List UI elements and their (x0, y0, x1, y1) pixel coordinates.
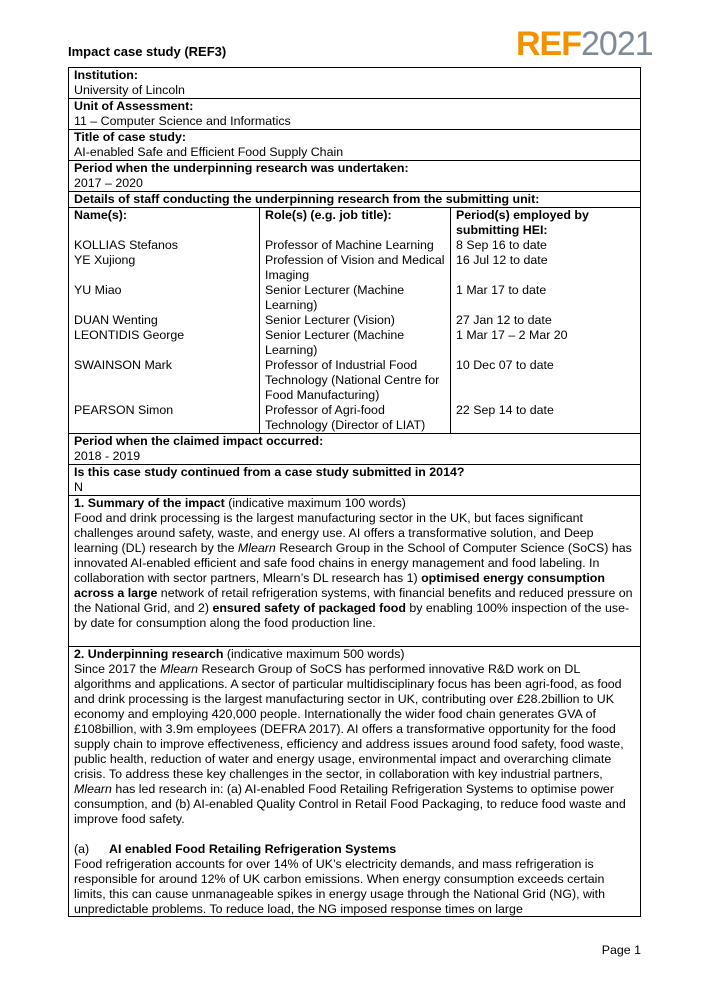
impact-period-label: Period when the claimed impact occurred: (74, 434, 324, 448)
unit-label: Unit of Assessment: (74, 99, 194, 113)
research-heading-line (74, 647, 635, 662)
staff-row (69, 403, 640, 433)
staff-role: Senior Lecturer (Machine Learning) (260, 328, 451, 358)
staff-row (69, 328, 640, 358)
staff-row (69, 358, 640, 403)
staff-name: LEONTIDIS George (74, 328, 185, 342)
impact-period-value: 2018 - 2019 (74, 449, 141, 463)
staff-role: Professor of Industrial Food Technology (National Centre for Food Manufacturing) (260, 358, 451, 403)
staff-period: 10 Dec 07 to date (456, 358, 554, 372)
page-number: Page 1 (601, 943, 641, 957)
research-hint: (indicative maximum 500 words) (223, 647, 405, 661)
staff-period: 8 Sep 16 to date (456, 238, 547, 252)
staff-role: Senior Lecturer (Vision) (260, 313, 451, 328)
summary-bold: optimised energy consumption across a large (74, 571, 605, 600)
staff-label-section (69, 192, 640, 208)
institution-section (69, 67, 640, 99)
research-period-label: Period when the underpinning research was undertaken: (74, 161, 409, 175)
staff-header-role: Role(s) (e.g. job title): (260, 208, 451, 238)
research-text: Since 2017 the (74, 662, 161, 676)
summary-text: Research Group in the School of Computer Science (SoCS) has innovated AI-enabled efficient and safe food chains in energy management and food labeling. In collaboration with sector partners, Mlearn’s DL research has 1) (74, 541, 632, 585)
staff-table (69, 208, 640, 433)
research-emphasis: Mlearn (160, 662, 198, 676)
staff-section (69, 208, 640, 434)
research-subheading: AI enabled Food Retailing Refrigeration Systems (109, 842, 397, 856)
doc-header-title: Impact case study (REF3) (68, 44, 227, 59)
institution-label: Institution: (74, 68, 138, 82)
staff-role: Professor of Machine Learning (260, 238, 451, 253)
staff-name: YU Miao (74, 283, 122, 297)
staff-name: DUAN Wenting (74, 313, 158, 327)
staff-role: Senior Lecturer (Machine Learning) (260, 283, 451, 313)
title-value: AI-enabled Safe and Efficient Food Supply Chain (74, 145, 344, 159)
research-heading: 2. Underpinning research (74, 647, 224, 661)
research-text: has led research in: (a) AI-enabled Food Retailing Refrigeration Systems to optimise power consumption, and (b) AI-enabled Quality Control in Retail Food Packaging, to reduce food waste and improve food safety. (74, 782, 626, 826)
research-text: Research Group of SoCS has performed innovative R&D work on DL algorithms and applications. A sector of particular multidisciplinary focus has been agri-food, as food and drink processing is the largest manufacturing sector in UK, contributing over £28.2billion to UK economy and employing 420,000 people. Internationally the wider food chain generates GVA of £108billion, with 3.9m employees (DEFRA 2017). AI offers a transformative opportunity for the food supply chain to improve effectiveness, efficiency and address issues around food safety, food waste, public health, reduction of water and energy usage, environmental impact and overarching climate crisis. To address these key challenges in the sector, in collaboration with key industrial partners, (74, 662, 624, 781)
unit-section (69, 99, 640, 130)
staff-name: YE Xujiong (74, 253, 136, 267)
staff-name: SWAINSON Mark (74, 358, 172, 372)
research-period-value: 2017 – 2020 (74, 176, 143, 190)
research-emphasis: Mlearn (74, 782, 112, 796)
staff-period: 16 Jul 12 to date (456, 253, 548, 267)
summary-emphasis: Mlearn (237, 541, 276, 555)
staff-name: PEARSON Simon (74, 403, 174, 417)
staff-row (69, 253, 640, 283)
staff-header-period: Period(s) employed by submitting HEI: (456, 208, 589, 237)
case-study-form (68, 67, 641, 917)
summary-heading: 1. Summary of the impact (74, 496, 225, 510)
research-body (74, 662, 635, 827)
unit-value: 11 – Computer Science and Informatics (74, 114, 291, 128)
summary-hint: (indicative maximum 100 words) (224, 496, 406, 510)
summary-section (69, 496, 640, 647)
summary-text: by enabling 100% inspection of the use-by date for consumption along the food production line. (74, 601, 630, 630)
continued-label: Is this case study continued from a case study submitted in 2014? (74, 465, 465, 479)
staff-period: 1 Mar 17 to date (456, 283, 547, 297)
staff-header-name: Name(s): (74, 208, 128, 222)
staff-name: KOLLIAS Stefanos (74, 238, 179, 252)
staff-row (69, 313, 640, 328)
research-section (69, 647, 640, 917)
summary-bold: ensured safety of packaged food (212, 601, 406, 615)
logo-year-text: 2021 (581, 25, 653, 63)
summary-text: network of retail refrigeration systems, with financial benefits and reduced pressure on the National Grid, and 2) (74, 586, 633, 615)
staff-role: Profession of Vision and Medical Imaging (260, 253, 451, 283)
staff-row (69, 238, 640, 253)
staff-period: 1 Mar 17 – 2 Mar 20 (456, 328, 568, 342)
staff-label: Details of staff conducting the underpinning research from the submitting unit: (74, 192, 540, 206)
impact-period-section (69, 434, 640, 465)
title-label: Title of case study: (74, 130, 187, 144)
logo-ref-text: REF (516, 25, 581, 63)
summary-text: Food and drink processing is the largest manufacturing sector in the UK, but faces significant challenges around safety, waste, and energy use. AI offers a transformative solution, and Deep learning (DL) research by the (74, 511, 594, 555)
title-section (69, 130, 640, 161)
staff-period: 22 Sep 14 to date (456, 403, 554, 417)
institution-value: University of Lincoln (74, 83, 185, 97)
staff-period: 27 Jan 12 to date (456, 313, 552, 327)
continued-value: N (74, 480, 83, 494)
summary-heading-line (74, 496, 635, 511)
research-period-section (69, 161, 640, 192)
staff-header-row (69, 208, 640, 238)
research-subheading-line (74, 842, 635, 857)
summary-body (74, 511, 635, 631)
staff-role: Professor of Agri-food Technology (Director of LIAT) (260, 403, 451, 433)
research-body-2: Food refrigeration accounts for over 14% of UK’s electricity demands, and mass refrigeration is responsible for around 12% of UK carbon emissions. When energy consumption exceeds certain limits, this can cause unmanageable spikes in energy usage through the National Grid (NG), with unpredictable problems. To reduce load, the NG imposed response times on large (74, 857, 606, 916)
staff-row (69, 283, 640, 313)
sub-marker: (a) (74, 842, 90, 856)
continued-section (69, 465, 640, 496)
ref2021-logo (516, 27, 653, 61)
